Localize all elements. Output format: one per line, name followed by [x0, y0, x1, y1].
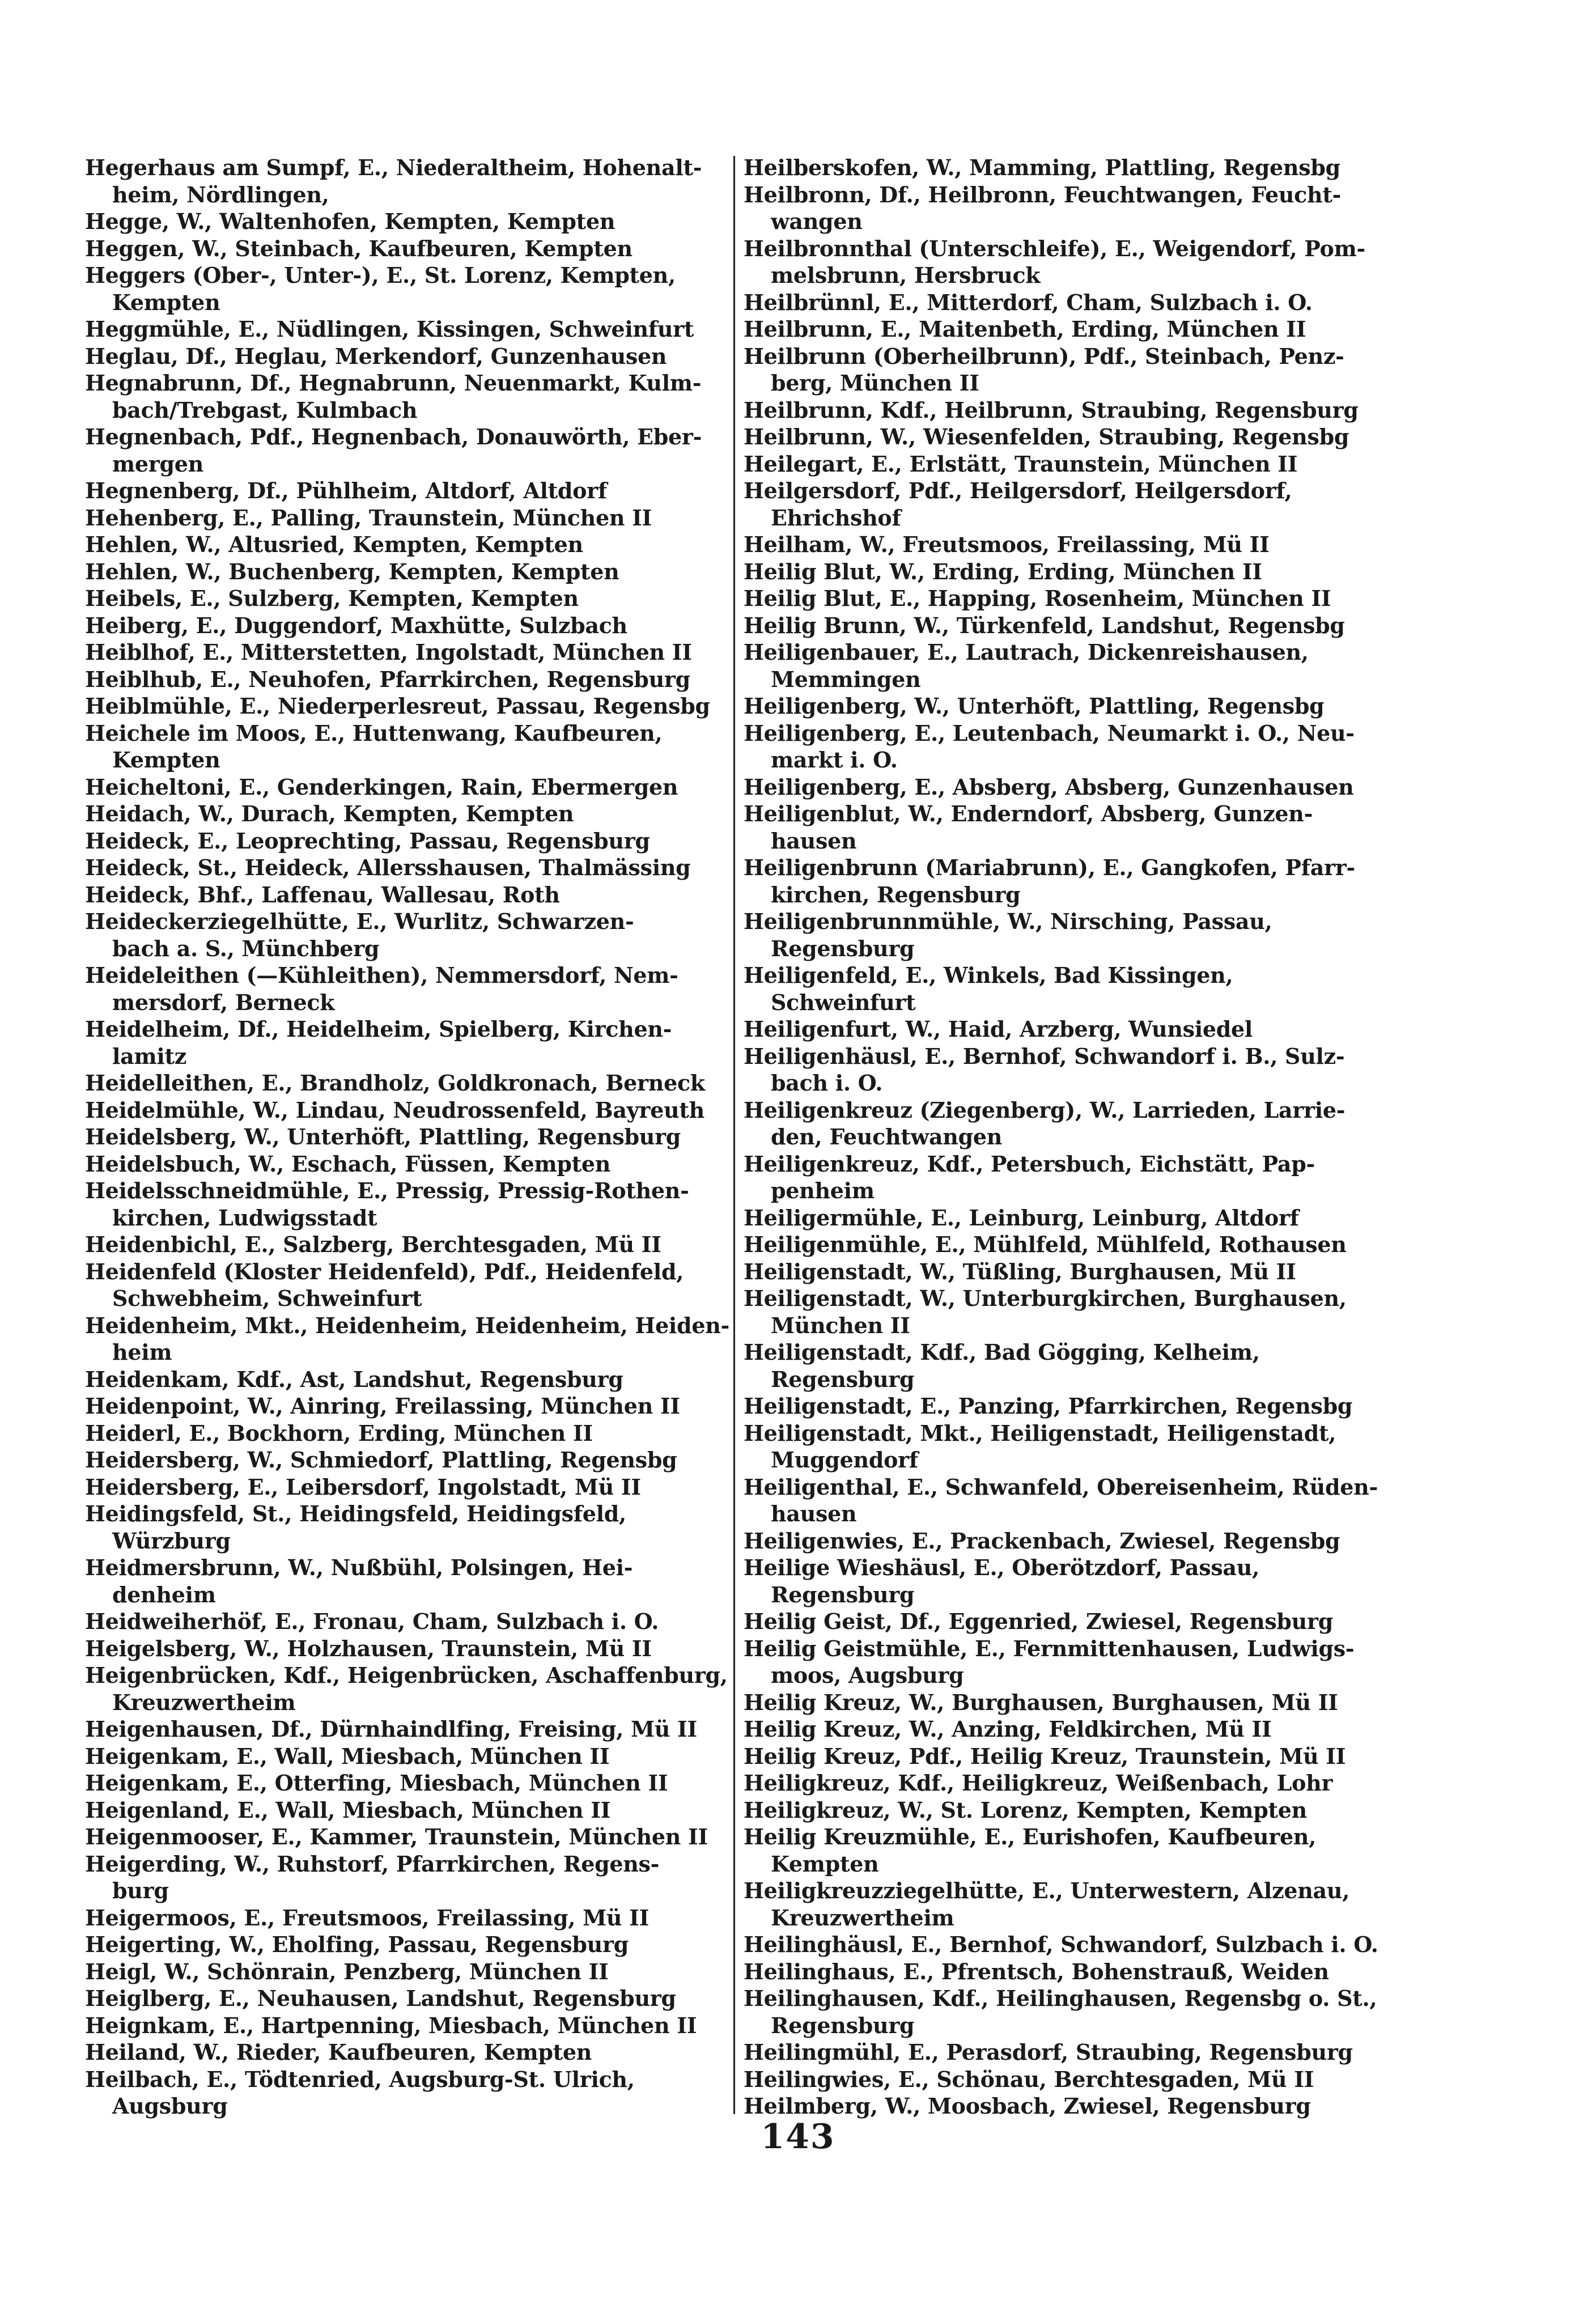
entry-continuation-line: bach a. S., Münchberg: [112, 935, 380, 961]
gazetteer-entry: [744, 1339, 1407, 1393]
entry-line: Heilberskofen, W., Mamming, Plattling, Regensbg: [744, 155, 1340, 180]
gazetteer-entry: [744, 451, 1407, 478]
entry-line: Heicheltoni, E., Genderkingen, Rain, Ebermergen: [85, 774, 678, 800]
entry-line: Hegnabrunn, Df., Hegnabrunn, Neuenmarkt, Kulm-: [85, 370, 702, 396]
gazetteer-entry: [85, 1151, 728, 1178]
gazetteer-entry: [85, 504, 728, 532]
entry-continuation-line: Kempten: [112, 289, 220, 315]
entry-continuation-line: Regensburg: [771, 1366, 915, 1392]
entry-line: Heilig Kreuz, W., Burghausen, Burghausen, Mü II: [744, 1689, 1338, 1715]
gazetteer-entry: [85, 208, 728, 235]
gazetteer-entry: [85, 1851, 728, 1904]
gazetteer-entry: [85, 154, 728, 208]
gazetteer-entry: [744, 1743, 1407, 1770]
entry-line: Heiligenbrunnmühle, W., Nirsching, Passau,: [744, 909, 1272, 934]
left-column: [85, 154, 728, 2120]
entry-line: Heiberg, E., Duggendorf, Maxhütte, Sulzbach: [85, 612, 627, 638]
gazetteer-entry: [85, 1231, 728, 1258]
entry-line: Heilbrünnl, E., Mitterdorf, Cham, Sulzbach i. O.: [744, 289, 1313, 315]
gazetteer-entry: [744, 1958, 1407, 1985]
gazetteer-entry: [744, 774, 1407, 801]
entry-continuation-line: denheim: [112, 1581, 216, 1607]
gazetteer-entry: [744, 1716, 1407, 1743]
entry-continuation-line: Ehrichshof: [771, 504, 901, 531]
entry-line: Heidelheim, Df., Heidelheim, Spielberg, Kirchen-: [85, 1016, 672, 1042]
gazetteer-entry: [85, 1608, 728, 1635]
entry-line: Heiligenwies, E., Prackenbach, Zwiesel, Regensbg: [744, 1528, 1340, 1554]
entry-line: Heilingwies, E., Schönau, Berchtesgaden, Mü II: [744, 2066, 1314, 2092]
gazetteer-entry: [85, 1097, 728, 1124]
gazetteer-entry: [744, 1474, 1407, 1528]
gazetteer-entry: [85, 720, 728, 774]
gazetteer-entry: [744, 1797, 1407, 1824]
entry-line: Heiligenstadt, E., Panzing, Pfarrkirchen, Regensbg: [744, 1393, 1353, 1419]
entry-line: Heidmersbrunn, W., Nußbühl, Polsingen, Hei-: [85, 1555, 633, 1580]
entry-continuation-line: melsbrunn, Hersbruck: [771, 262, 1041, 288]
gazetteer-entry: [744, 1420, 1407, 1474]
gazetteer-entry: [744, 2066, 1407, 2093]
gazetteer-entry: [744, 2039, 1407, 2066]
entry-line: Heilig Kreuzmühle, E., Eurishofen, Kaufbeuren,: [744, 1824, 1317, 1849]
entry-line: Heidenbichl, E., Salzberg, Berchtesgaden, Mü II: [85, 1232, 661, 1257]
entry-line: Heilmberg, W., Moosbach, Zwiesel, Regensburg: [744, 2093, 1311, 2119]
column-divider: [733, 156, 735, 2114]
entry-line: Heiligenblut, W., Enderndorf, Absberg, Gunzen-: [744, 801, 1313, 826]
gazetteer-entry: [85, 1635, 728, 1662]
gazetteer-entry: [744, 154, 1407, 181]
entry-line: Heidelmühle, W., Lindau, Neudrossenfeld, Bayreuth: [85, 1097, 704, 1123]
entry-line: Heiligenkreuz, Kdf., Petersbuch, Eichstätt, Pap-: [744, 1151, 1315, 1177]
entry-line: Heiligenberg, W., Unterhöft, Plattling, Regensbg: [744, 693, 1325, 719]
entry-line: Heiligenstadt, W., Unterburgkirchen, Burghausen,: [744, 1285, 1347, 1311]
entry-continuation-line: München II: [771, 1312, 910, 1338]
entry-line: Hegnenberg, Df., Pühlheim, Altdorf, Altdorf: [85, 478, 607, 503]
entry-line: Heigenhausen, Df., Dürnhaindlfing, Freising, Mü II: [85, 1716, 697, 1742]
entry-continuation-line: Kreuzwertheim: [112, 1689, 296, 1715]
entry-continuation-line: heim: [112, 1339, 172, 1365]
entry-line: Heigerding, W., Ruhstorf, Pfarrkirchen, Regens-: [85, 1851, 660, 1877]
gazetteer-entry: [85, 262, 728, 316]
entry-line: Heibels, E., Sulzberg, Kempten, Kempten: [85, 586, 579, 611]
gazetteer-entry: [744, 477, 1407, 531]
entry-line: Heigelsberg, W., Holzhausen, Traunstein, Mü II: [85, 1635, 652, 1661]
gazetteer-entry: [85, 1312, 728, 1366]
entry-line: Heilinghausen, Kdf., Heilinghausen, Regensbg o. St.,: [744, 1985, 1377, 2011]
gazetteer-entry: [744, 693, 1407, 720]
gazetteer-entry: [744, 854, 1407, 908]
gazetteer-entry: [85, 316, 728, 343]
entry-line: Heilig Blut, W., Erding, Erding, München II: [744, 558, 1262, 584]
gazetteer-entry: [744, 1204, 1407, 1232]
gazetteer-entry: [85, 1177, 728, 1231]
gazetteer-entry: [744, 1554, 1407, 1608]
entry-line: Heigerting, W., Eholfing, Passau, Regensburg: [85, 1932, 629, 1957]
entry-continuation-line: Muggendorf: [771, 1447, 918, 1473]
entry-continuation-line: Augsburg: [112, 2093, 228, 2119]
gazetteer-entry: [744, 289, 1407, 316]
entry-line: Heiligenstadt, Kdf., Bad Gögging, Kelheim,: [744, 1339, 1260, 1365]
gazetteer-entry: [85, 1743, 728, 1770]
gazetteer-entry: [744, 1608, 1407, 1635]
entry-line: Heiligenhäusl, E., Bernhof, Schwandorf i. B., Sulz-: [744, 1043, 1345, 1069]
gazetteer-entry: [744, 585, 1407, 612]
right-column: [744, 154, 1407, 2120]
gazetteer-entry: [744, 800, 1407, 854]
gazetteer-entry: [85, 1662, 728, 1716]
entry-line: Heilbrunn (Oberheilbrunn), Pdf., Steinbach, Penz-: [744, 343, 1344, 369]
entry-line: Heideck, St., Heideck, Allersshausen, Thalmässing: [85, 855, 691, 880]
gazetteer-entry: [85, 1123, 728, 1151]
gazetteer-entry: [85, 370, 728, 423]
gazetteer-entry: [744, 908, 1407, 962]
gazetteer-entry: [85, 1500, 728, 1554]
gazetteer-entry: [744, 423, 1407, 451]
entry-continuation-line: bach/Trebgast, Kulmbach: [112, 397, 418, 423]
gazetteer-entry: [85, 235, 728, 262]
entry-line: Heiligermühle, E., Leinburg, Leinburg, Altdorf: [744, 1204, 1299, 1231]
entry-continuation-line: Regensburg: [771, 935, 915, 961]
entry-continuation-line: mergen: [112, 451, 203, 477]
entry-line: Heigenmooser, E., Kammer, Traunstein, München II: [85, 1824, 708, 1849]
entry-line: Heidersberg, E., Leibersdorf, Ingolstadt, Mü II: [85, 1474, 641, 1500]
gazetteer-entry: [744, 1258, 1407, 1285]
entry-line: Heilig Kreuz, Pdf., Heilig Kreuz, Traunstein, Mü II: [744, 1743, 1346, 1769]
gazetteer-entry: [85, 585, 728, 612]
gazetteer-entry: [85, 1931, 728, 1958]
gazetteer-entry: [744, 1097, 1407, 1151]
entry-line: Heiligkreuz, W., St. Lorenz, Kempten, Kempten: [744, 1797, 1307, 1823]
entry-continuation-line: bach i. O.: [771, 1070, 883, 1096]
gazetteer-entry: [744, 531, 1407, 558]
entry-line: Heidelsbuch, W., Eschach, Füssen, Kempten: [85, 1151, 611, 1177]
entry-line: Heglau, Df., Heglau, Merkendorf, Gunzenhausen: [85, 343, 667, 369]
entry-continuation-line: Würzburg: [112, 1528, 231, 1554]
entry-line: Heidelleithen, E., Brandholz, Goldkronach, Berneck: [85, 1070, 705, 1096]
entry-continuation-line: burg: [112, 1878, 169, 1903]
entry-line: Heiligenberg, E., Leutenbach, Neumarkt i. O., Neu-: [744, 720, 1355, 746]
entry-continuation-line: hausen: [771, 828, 857, 854]
entry-line: Heiligenthal, E., Schwanfeld, Obereisenheim, Rüden-: [744, 1474, 1378, 1500]
gazetteer-entry: [85, 800, 728, 828]
entry-continuation-line: den, Feuchtwangen: [771, 1124, 1003, 1149]
gazetteer-entry: [85, 423, 728, 477]
gazetteer-entry: [85, 693, 728, 720]
gazetteer-entry: [85, 1985, 728, 2012]
entry-line: Heiland, W., Rieder, Kaufbeuren, Kempten: [85, 2039, 592, 2065]
gazetteer-entry: [85, 2066, 728, 2120]
entry-line: Heilig Blut, E., Happing, Rosenheim, München II: [744, 586, 1331, 611]
gazetteer-entry: [85, 1016, 728, 1070]
entry-line: Heilig Geistmühle, E., Fernmittenhausen, Ludwigs-: [744, 1635, 1355, 1661]
gazetteer-entry: [85, 828, 728, 855]
gazetteer-entry: [85, 639, 728, 666]
entry-line: Heggmühle, E., Nüdlingen, Kissingen, Schweinfurt: [85, 316, 694, 342]
entry-line: Heggers (Ober-, Unter-), E., St. Lorenz, Kempten,: [85, 262, 676, 288]
gazetteer-entry: [85, 1393, 728, 1420]
gazetteer-entry: [744, 612, 1407, 639]
entry-line: Hegerhaus am Sumpf, E., Niederaltheim, Hohenalt-: [85, 155, 702, 180]
entry-continuation-line: Kempten: [771, 1851, 879, 1877]
gazetteer-entry: [85, 1420, 728, 1447]
entry-line: Heiligkreuzziegelhütte, E., Unterwestern, Alzenau,: [744, 1878, 1350, 1903]
entry-line: Heideleithen (—Kühleithen), Nemmersdorf, Nem-: [85, 962, 678, 988]
gazetteer-entry: [85, 1474, 728, 1501]
entry-continuation-line: Schwebheim, Schweinfurt: [112, 1285, 422, 1311]
gazetteer-entry: [744, 235, 1407, 289]
gazetteer-entry: [85, 1366, 728, 1393]
entry-line: Heideck, E., Leoprechting, Passau, Regensburg: [85, 828, 650, 854]
entry-line: Heidenkam, Kdf., Ast, Landshut, Regensburg: [85, 1366, 623, 1392]
entry-continuation-line: Regensburg: [771, 2012, 915, 2038]
gazetteer-entry: [744, 1016, 1407, 1043]
entry-line: Heideck, Bhf., Laffenau, Wallesau, Roth: [85, 881, 560, 907]
entry-continuation-line: Memmingen: [771, 666, 921, 692]
gazetteer-entry: [85, 2039, 728, 2066]
entry-line: Heilig Geist, Df., Eggenried, Zwiesel, Regensburg: [744, 1609, 1334, 1634]
entry-line: Heignkam, E., Hartpenning, Miesbach, München II: [85, 2012, 697, 2038]
gazetteer-entry: [744, 1689, 1407, 1716]
entry-line: Heidenheim, Mkt., Heidenheim, Heidenheim, Heiden-: [85, 1312, 729, 1338]
entry-line: Heiligkreuz, Kdf., Heiligkreuz, Weißenbach, Lohr: [744, 1770, 1333, 1796]
entry-continuation-line: lamitz: [112, 1043, 187, 1069]
entry-line: Heidersberg, W., Schmiedorf, Plattling, Regensbg: [85, 1447, 677, 1473]
entry-line: Heiligenstadt, Mkt., Heiligenstadt, Heiligenstadt,: [744, 1420, 1336, 1446]
entry-line: Heilgersdorf, Pdf., Heilgersdorf, Heilgersdorf,: [744, 478, 1292, 503]
entry-continuation-line: mersdorf, Berneck: [112, 989, 335, 1015]
entry-line: Heiligenfurt, W., Haid, Arzberg, Wunsiedel: [744, 1016, 1253, 1042]
entry-line: Hehenberg, E., Palling, Traunstein, München II: [85, 504, 652, 531]
gazetteer-entry: [744, 316, 1407, 343]
gazetteer-entry: [744, 1823, 1407, 1877]
entry-line: Heilingmühl, E., Perasdorf, Straubing, Regensburg: [744, 2039, 1353, 2065]
gazetteer-entry: [744, 1985, 1407, 2039]
gazetteer-entry: [744, 1931, 1407, 1958]
entry-line: Heideckerziegelhütte, E., Wurlitz, Schwarzen-: [85, 909, 634, 934]
entry-line: Heidenfeld (Kloster Heidenfeld), Pdf., Heidenfeld,: [85, 1258, 684, 1284]
gazetteer-entry: [744, 558, 1407, 586]
gazetteer-entry: [744, 343, 1407, 397]
entry-continuation-line: penheim: [771, 1178, 875, 1203]
gazetteer-entry: [85, 1904, 728, 1932]
entry-continuation-line: hausen: [771, 1501, 857, 1526]
entry-line: Heilegart, E., Erlstätt, Traunstein, München II: [744, 451, 1298, 477]
entry-line: Heidingsfeld, St., Heidingsfeld, Heidingsfeld,: [85, 1501, 626, 1526]
gazetteer-entry: [744, 1877, 1407, 1931]
gazetteer-entry: [85, 343, 728, 370]
gazetteer-entry: [744, 1285, 1407, 1339]
gazetteer-entry: [85, 558, 728, 586]
entry-continuation-line: markt i. O.: [771, 747, 898, 773]
gazetteer-entry: [744, 1043, 1407, 1097]
entry-line: Heilbrunn, E., Maitenbeth, Erding, München II: [744, 316, 1306, 342]
gazetteer-entry: [85, 774, 728, 801]
gazetteer-entry: [85, 612, 728, 639]
entry-continuation-line: heim, Nördlingen,: [112, 181, 329, 207]
gazetteer-entry: [85, 1797, 728, 1824]
entry-line: Heiblhof, E., Mitterstetten, Ingolstadt, München II: [85, 639, 692, 665]
gazetteer-entry: [85, 1716, 728, 1743]
entry-line: Heilbronn, Df., Heilbronn, Feuchtwangen, Feucht-: [744, 181, 1342, 207]
entry-line: Heggen, W., Steinbach, Kaufbeuren, Kempten: [85, 235, 633, 261]
entry-line: Heiligenfeld, E., Winkels, Bad Kissingen,: [744, 962, 1233, 988]
entry-line: Heiligenstadt, W., Tüßling, Burghausen, Mü II: [744, 1258, 1296, 1284]
entry-line: Heiligenkreuz (Ziegenberg), W., Larrieden, Larrie-: [744, 1097, 1345, 1123]
entry-line: Heigermoos, E., Freutsmoos, Freilassing, Mü II: [85, 1904, 650, 1931]
gazetteer-entry: [85, 908, 728, 962]
entry-line: Heigenland, E., Wall, Miesbach, München II: [85, 1797, 611, 1823]
gazetteer-entry: [85, 477, 728, 504]
entry-line: Heilinghäusl, E., Bernhof, Schwandorf, Sulzbach i. O.: [744, 1932, 1378, 1957]
gazetteer-entry: [85, 1823, 728, 1851]
entry-line: Heigenbrücken, Kdf., Heigenbrücken, Aschaffenburg,: [85, 1662, 728, 1688]
gazetteer-entry: [85, 1258, 728, 1312]
entry-line: Heilig Kreuz, W., Anzing, Feldkirchen, Mü II: [744, 1716, 1272, 1742]
entry-line: Heidelsberg, W., Unterhöft, Plattling, Regensburg: [85, 1124, 681, 1149]
entry-line: Hegge, W., Waltenhofen, Kempten, Kempten: [85, 209, 616, 234]
entry-continuation-line: Kempten: [112, 747, 220, 773]
entry-line: Heilham, W., Freutsmoos, Freilassing, Mü II: [744, 532, 1270, 557]
gazetteer-entry: [85, 1958, 728, 1985]
gazetteer-entry: [85, 1770, 728, 1797]
entry-continuation-line: kirchen, Ludwigsstadt: [112, 1204, 377, 1231]
gazetteer-entry: [744, 2093, 1407, 2120]
entry-continuation-line: moos, Augsburg: [771, 1662, 964, 1688]
gazetteer-entry: [85, 1446, 728, 1474]
entry-line: Hegnenbach, Pdf., Hegnenbach, Donauwörth, Eber-: [85, 424, 702, 449]
entry-line: Heidweiherhöf, E., Fronau, Cham, Sulzbach i. O.: [85, 1609, 659, 1634]
entry-line: Heilbrunn, W., Wiesenfelden, Straubing, Regensbg: [744, 424, 1349, 449]
gazetteer-entry: [744, 181, 1407, 235]
entry-line: Heilig Brunn, W., Türkenfeld, Landshut, Regensbg: [744, 612, 1345, 638]
gazetteer-entry: [744, 397, 1407, 424]
entry-line: Heilbronnthal (Unterschleife), E., Weigendorf, Pom-: [744, 235, 1365, 261]
entry-continuation-line: berg, München II: [771, 370, 979, 396]
gazetteer-entry: [85, 962, 728, 1016]
gazetteer-entry: [744, 1231, 1407, 1258]
gazetteer-entry: [85, 1070, 728, 1097]
gazetteer-entry: [744, 1528, 1407, 1555]
entry-line: Heiligenbauer, E., Lautrach, Dickenreishausen,: [744, 639, 1309, 665]
entry-continuation-line: kirchen, Regensburg: [771, 881, 1021, 907]
gazetteer-entry: [744, 720, 1407, 774]
entry-line: Heiderl, E., Bockhorn, Erding, München II: [85, 1420, 593, 1446]
entry-line: Heiligenberg, E., Absberg, Absberg, Gunzenhausen: [744, 774, 1354, 800]
entry-line: Heiblhub, E., Neuhofen, Pfarrkirchen, Regensburg: [85, 666, 690, 692]
gazetteer-entry: [744, 1635, 1407, 1689]
gazetteer-entry: [85, 1554, 728, 1608]
entry-continuation-line: Kreuzwertheim: [771, 1904, 954, 1931]
entry-line: Heiligenbrunn (Mariabrunn), E., Gangkofen, Pfarr-: [744, 855, 1355, 880]
gazetteer-entry: [744, 1393, 1407, 1420]
gazetteer-entry: [85, 2012, 728, 2039]
entry-line: Heigenkam, E., Otterfing, Miesbach, München II: [85, 1770, 668, 1796]
gazetteer-entry: [744, 962, 1407, 1016]
entry-continuation-line: Regensburg: [771, 1581, 915, 1607]
entry-line: Heilbach, E., Tödtenried, Augsburg-St. Ulrich,: [85, 2066, 635, 2092]
entry-line: Heidenpoint, W., Ainring, Freilassing, München II: [85, 1393, 680, 1419]
entry-line: Heigl, W., Schönrain, Penzberg, München II: [85, 1958, 609, 1984]
gazetteer-entry: [744, 1770, 1407, 1797]
entry-line: Hehlen, W., Buchenberg, Kempten, Kempten: [85, 558, 619, 584]
entry-line: Heilbrunn, Kdf., Heilbrunn, Straubing, Regensburg: [744, 397, 1359, 423]
entry-line: Heidach, W., Durach, Kempten, Kempten: [85, 801, 574, 826]
entry-line: Heiglberg, E., Neuhausen, Landshut, Regensburg: [85, 1985, 676, 2011]
gazetteer-entry: [85, 881, 728, 909]
entry-line: Heidelsschneidmühle, E., Pressig, Pressig-Rothen-: [85, 1178, 689, 1203]
gazetteer-entry: [744, 639, 1407, 693]
gazetteer-entry: [85, 531, 728, 558]
page-number: 143: [761, 2117, 835, 2157]
entry-continuation-line: Schweinfurt: [771, 989, 916, 1015]
entry-line: Heilinghaus, E., Pfrentsch, Bohenstrauß, Weiden: [744, 1958, 1329, 1984]
entry-continuation-line: wangen: [771, 209, 863, 234]
entry-line: Heiblmühle, E., Niederperlesreut, Passau, Regensbg: [85, 693, 710, 719]
gazetteer-entry: [85, 854, 728, 881]
gazetteer-entry: [85, 666, 728, 693]
entry-line: Heiligenmühle, E., Mühlfeld, Mühlfeld, Rothausen: [744, 1232, 1347, 1257]
gazetteer-entry: [744, 1151, 1407, 1204]
entry-line: Heichele im Moos, E., Huttenwang, Kaufbeuren,: [85, 720, 663, 746]
entry-line: Heigenkam, E., Wall, Miesbach, München II: [85, 1743, 610, 1769]
entry-line: Hehlen, W., Altusried, Kempten, Kempten: [85, 532, 583, 557]
entry-line: Heilige Wieshäusl, E., Oberötzdorf, Passau,: [744, 1555, 1259, 1580]
